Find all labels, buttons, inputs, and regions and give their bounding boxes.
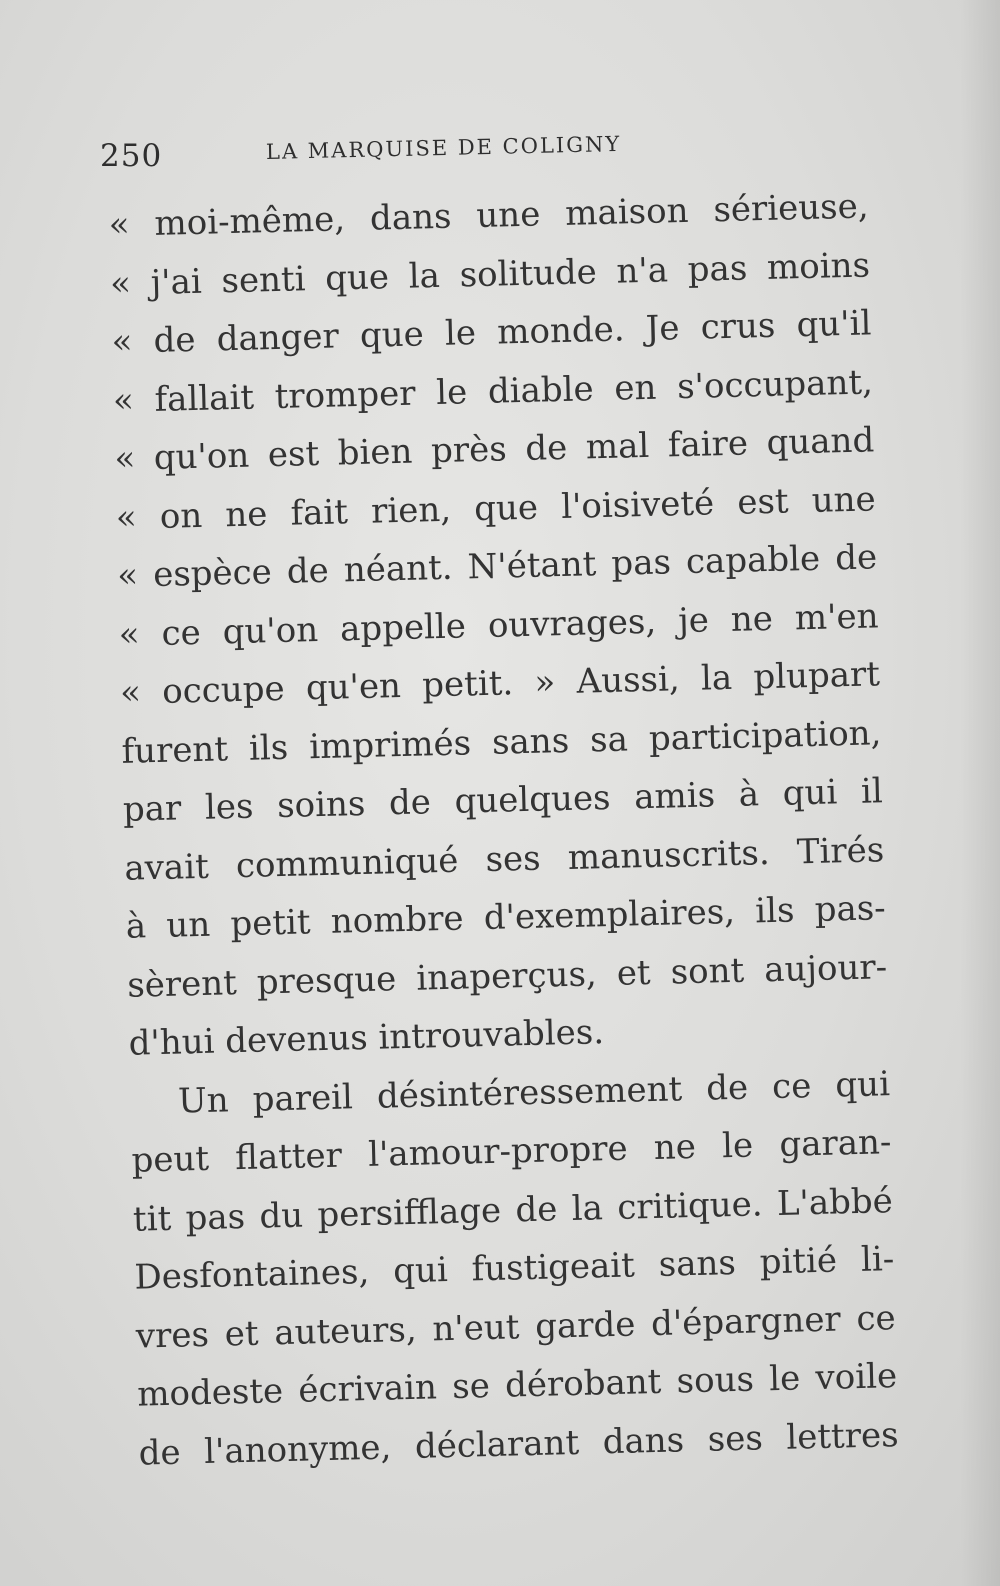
text-line: modeste écrivain se dérobant sous le voile — [136, 1356, 898, 1415]
text-line: à un petit nombre d'exemplaires, ils pas- — [125, 888, 887, 947]
text-line: peut flatter l'amour-propre ne le garan- — [131, 1122, 892, 1181]
text-line: « moi-même, dans une maison sérieuse, — [108, 186, 869, 245]
running-title: LA MARQUISE DE COLIGNY — [265, 131, 622, 164]
text-line: « fallait tromper le diable en s'occupant, — [112, 361, 874, 421]
text-line: furent ils imprimés sans sa participation, — [121, 712, 882, 772]
text-line: « de danger que le monde. Je crus qu'il — [111, 303, 872, 362]
text-line: d'hui devenus introuvables. — [128, 1012, 605, 1064]
paragraph-start-line: Un pareil désintéressement de ce qui — [177, 1063, 891, 1122]
text-line: par les soins de quelques amis à qui il — [122, 771, 884, 830]
text-line: tit pas du persifflage de la critique. L'abbé — [132, 1180, 894, 1240]
text-line: avait communiqué ses manuscrits. Tirés — [123, 829, 885, 889]
text-line: « j'ai senti que la solitude n'a pas moins — [109, 244, 871, 304]
text-line: de l'anonyme, déclarant dans ses lettres — [138, 1414, 899, 1474]
text-line: « occupe qu'en petit. » Aussi, la plupart — [119, 654, 881, 713]
text-line: vres et auteurs, n'eut garde d'épargner ce — [135, 1297, 897, 1357]
page-edge-shadow — [960, 0, 1000, 1586]
text-line: « qu'on est bien près de mal faire quand — [113, 420, 875, 479]
body-text — [108, 177, 899, 1482]
page-header — [100, 132, 720, 172]
text-line: Desfontaines, qui fustigeait sans pitié li- — [133, 1239, 895, 1298]
text-line: « ce qu'on appelle ouvrages, je ne m'en — [118, 595, 879, 655]
text-line: sèrent presque inaperçus, et sont aujour- — [126, 946, 888, 1006]
page-number: 250 — [100, 138, 163, 174]
text-line: « espèce de néant. N'étant pas capable de — [116, 537, 878, 596]
text-line: « on ne fait rien, que l'oisiveté est une — [115, 478, 877, 538]
